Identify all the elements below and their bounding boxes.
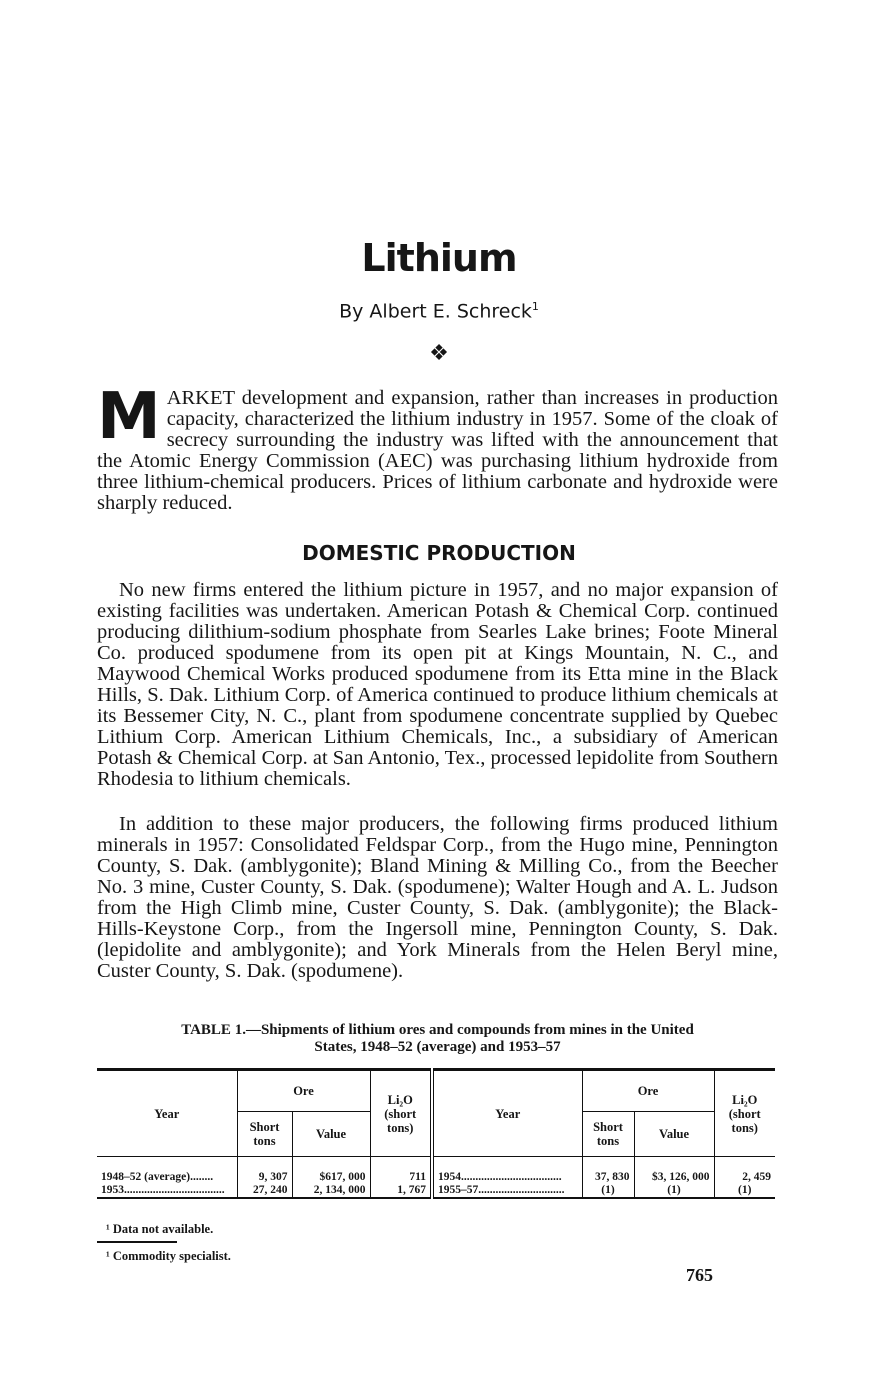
footnote-divider xyxy=(97,1241,177,1243)
author-footnote-mark: 1 xyxy=(531,300,539,313)
paragraph-2: In addition to these major producers, the following firms produced lithium minerals in 1957: Consolidated Feldspar Corp., from the Hugo mine, Pennington County, S. Dak. (amblygonite); Bland Mining & Milling Co., from the Beecher No. 3 mine, Custer County, S. Dak. (spodumene); Walter Hough and A. L. Judson from the High Climb mine, Custer County, S. Dak. (amblygonite); the Black-Hills-Keystone Corp., from the Ingersoll mine, Pennington County, S. Dak. (lepidolite and amblygonite); and York Minerals from the Helen Beryl mine, Custer County, S. Dak. (spodumene). xyxy=(97,813,778,982)
page-number: 765 xyxy=(686,1265,713,1285)
li2o-cell: 711 xyxy=(370,1171,432,1184)
year-cell: 1955–57.............................. xyxy=(432,1184,582,1198)
table-footnote: ¹ Data not available. xyxy=(106,1222,214,1236)
table-row xyxy=(97,1184,775,1198)
year-cell: 1948–52 (average)........ xyxy=(101,1171,214,1183)
byline xyxy=(0,300,878,322)
paragraph-1: No new firms entered the lithium picture in 1957, and no major expansion of existing facilities was undertaken. American Potash & Chemical Corp. continued producing dilithium-sodium phosphate from Searles Lake brines; Foote Mineral Co. produced spodumene from its open pit at Kings Mountain, N. C., and Maywood Chemical Works produced spodumene from its Etta mine in the Black Hills, S. Dak. Lithium Corp. of America continued to produce lithium chemicals at its Bessemer City, N. C., plant from spodumene concentrate supplied by Quebec Lithium Corp. American Lithium Chemicals, Inc., a subsidiary of American Potash & Chemical Corp. at San Antonio, Tex., processed lepidolite from Southern Rhodesia to lithium chemicals. xyxy=(97,579,778,790)
intro-paragraph xyxy=(97,380,778,514)
header-year-right: Year xyxy=(432,1070,582,1157)
header-ore-left: Ore xyxy=(237,1070,370,1112)
header-year-left: Year xyxy=(154,1106,180,1121)
header-short-tons-right: Short tons xyxy=(582,1112,634,1157)
table-caption-line-2: States, 1948–52 (average) and 1953–57 xyxy=(314,1039,561,1055)
header-li2o-right xyxy=(714,1070,775,1157)
header-li2o-right-main: Li₂O xyxy=(732,1092,758,1107)
value-cell: $617, 000 xyxy=(292,1171,370,1184)
value-cell: 2, 134, 000 xyxy=(292,1184,370,1198)
year-cell: 1953................................... xyxy=(101,1184,225,1196)
short-tons-cell: (1) xyxy=(582,1184,634,1198)
li2o-cell: 1, 767 xyxy=(370,1184,432,1198)
author-name: By Albert E. Schreck xyxy=(339,300,532,323)
short-tons-cell: 9, 307 xyxy=(237,1171,292,1184)
short-tons-cell: 37, 830 xyxy=(582,1171,634,1184)
author-footnote: ¹ Commodity specialist. xyxy=(106,1249,231,1263)
section-heading: DOMESTIC PRODUCTION xyxy=(302,541,576,565)
value-cell: (1) xyxy=(634,1184,714,1198)
header-short-tons-left: Short tons xyxy=(237,1112,292,1157)
header-li2o-left xyxy=(370,1070,432,1157)
header-li2o-left-main: Li₂O xyxy=(387,1092,413,1107)
drop-cap: M xyxy=(97,380,161,454)
li2o-cell: 2, 459 xyxy=(714,1171,775,1184)
value-cell: $3, 126, 000 xyxy=(634,1171,714,1184)
intro-text: ARKET development and expansion, rather than increases in production capacity, characterized the lithium industry in 1957. Some of the cloak of secrecy surrounding the industry was lifted with the announcement that the Atomic Energy Commission (AEC) was purchasing lithium hydroxide from three lithium-chemical producers. Prices of lithium carbonate and hydroxide were sharply reduced. xyxy=(97,387,778,514)
shipments-table xyxy=(97,1068,775,1199)
header-li2o-left-unit: (short tons) xyxy=(384,1106,417,1135)
article-title: Lithium xyxy=(361,236,517,280)
table-caption xyxy=(97,1022,778,1056)
header-ore-right: Ore xyxy=(582,1070,714,1112)
table-caption-line-1: TABLE 1.—Shipments of lithium ores and compounds from mines in the United xyxy=(181,1022,694,1038)
ornament-icon: ❖ xyxy=(429,340,449,365)
li2o-cell: (1) xyxy=(714,1184,775,1198)
header-li2o-right-unit: (short tons) xyxy=(728,1106,761,1135)
year-cell: 1954................................... xyxy=(432,1171,582,1184)
short-tons-cell: 27, 240 xyxy=(237,1184,292,1198)
header-value-right: Value xyxy=(634,1112,714,1157)
header-value-left: Value xyxy=(292,1112,370,1157)
table-row xyxy=(97,1171,775,1184)
